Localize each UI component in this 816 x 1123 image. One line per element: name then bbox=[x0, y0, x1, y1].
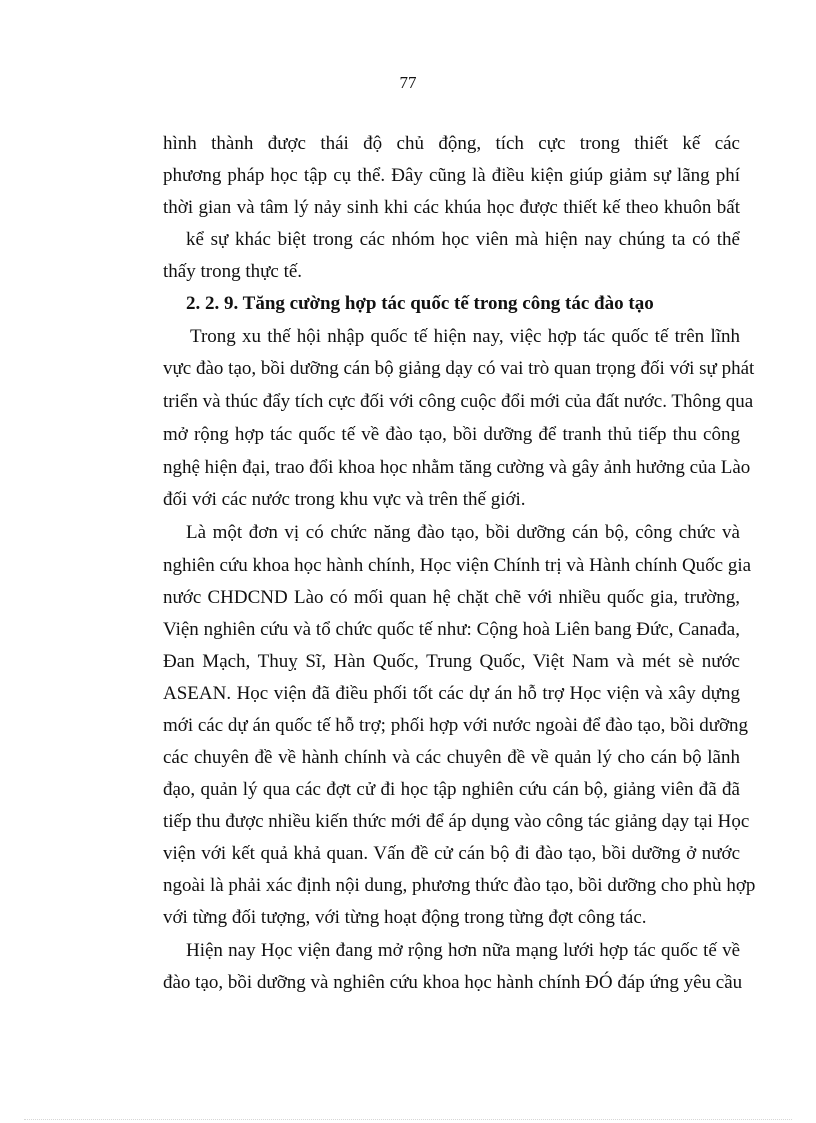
text-line: Viện nghiên cứu và tổ chức quốc tế như: Cộng hoà Liên bang Đức, Canađa, bbox=[163, 619, 740, 640]
text-line: Hiện nay Học viện đang mở rộng hơn nữa mạng lưới hợp tác quốc tế về bbox=[186, 940, 740, 961]
text-line: Là một đơn vị có chức năng đào tạo, bồi dưỡng cán bộ, công chức và bbox=[186, 522, 740, 543]
text-line: thấy trong thực tế. bbox=[163, 261, 303, 282]
text-line: nghệ hiện đại, trao đổi khoa học nhằm tăng cường và gây ảnh hưởng của Lào bbox=[163, 457, 751, 478]
page-bottom-rule bbox=[24, 1119, 792, 1120]
text-line: đào tạo, bồi dưỡng và nghiên cứu khoa học hành chính ĐÓ đáp ứng yêu cầu bbox=[163, 972, 743, 993]
text-line: phương pháp học tập cụ thể. Đây cũng là điều kiện giúp giảm sự lãng phí bbox=[163, 165, 740, 186]
text-line: Đan Mạch, Thuỵ Sĩ, Hàn Quốc, Trung Quốc, Việt Nam và mét sè nước bbox=[163, 651, 740, 672]
text-line: kể sự khác biệt trong các nhóm học viên mà hiện nay chúng ta có thể bbox=[186, 229, 740, 250]
text-line: mở rộng hợp tác quốc tế về đào tạo, bồi dưỡng để tranh thủ tiếp thu công bbox=[163, 424, 740, 445]
text-line: thời gian và tâm lý nảy sinh khi các khúa học được thiết kế theo khuôn bất bbox=[163, 197, 740, 218]
text-line: với từng đối tượng, với từng hoạt động trong từng đợt công tác. bbox=[163, 907, 647, 928]
text-line: ASEAN. Học viện đã điều phối tốt các dự án hỗ trợ Học viện và xây dựng bbox=[163, 683, 740, 704]
text-line: hình thành được thái độ chủ động, tích cực trong thiết kế các bbox=[163, 133, 740, 154]
text-line: mới các dự án quốc tế hỗ trợ; phối hợp với nước ngoài để đào tạo, bồi dưỡng bbox=[163, 715, 749, 736]
section-heading: 2. 2. 9. Tăng cường hợp tác quốc tế trong công tác đào tạo bbox=[186, 293, 654, 314]
text-line: tiếp thu được nhiều kiến thức mới để áp dụng vào công tác giảng dạy tại Học bbox=[163, 811, 750, 832]
text-line: Trong xu thế hội nhập quốc tế hiện nay, việc hợp tác quốc tế trên lĩnh bbox=[190, 326, 740, 347]
text-line: đạo, quản lý qua các đợt cử đi học tập nghiên cứu cán bộ, giảng viên đã đã bbox=[163, 779, 740, 800]
text-line: nước CHDCND Lào có mối quan hệ chặt chẽ với nhiều quốc gia, trường, bbox=[163, 587, 740, 608]
text-line: vực đào tạo, bồi dưỡng cán bộ giảng dạy có vai trò quan trọng đối với sự phát bbox=[163, 358, 755, 379]
text-line: ngoài là phải xác định nội dung, phương thức đào tạo, bồi dưỡng cho phù hợp bbox=[163, 875, 756, 896]
text-line: viện với kết quả khả quan. Vấn đề cử cán bộ đi đào tạo, bồi dưỡng ở nước bbox=[163, 843, 740, 864]
text-line: đối với các nước trong khu vực và trên thế giới. bbox=[163, 489, 526, 510]
text-line: nghiên cứu khoa học hành chính, Học viện Chính trị và Hành chính Quốc gia bbox=[163, 555, 752, 576]
text-line: triển và thúc đẩy tích cực đối với công cuộc đổi mới của đất nước. Thông qua bbox=[163, 391, 754, 412]
text-line: các chuyên đề về hành chính và các chuyên đề về quản lý cho cán bộ lãnh bbox=[163, 747, 740, 768]
page-number: 77 bbox=[399, 73, 417, 92]
